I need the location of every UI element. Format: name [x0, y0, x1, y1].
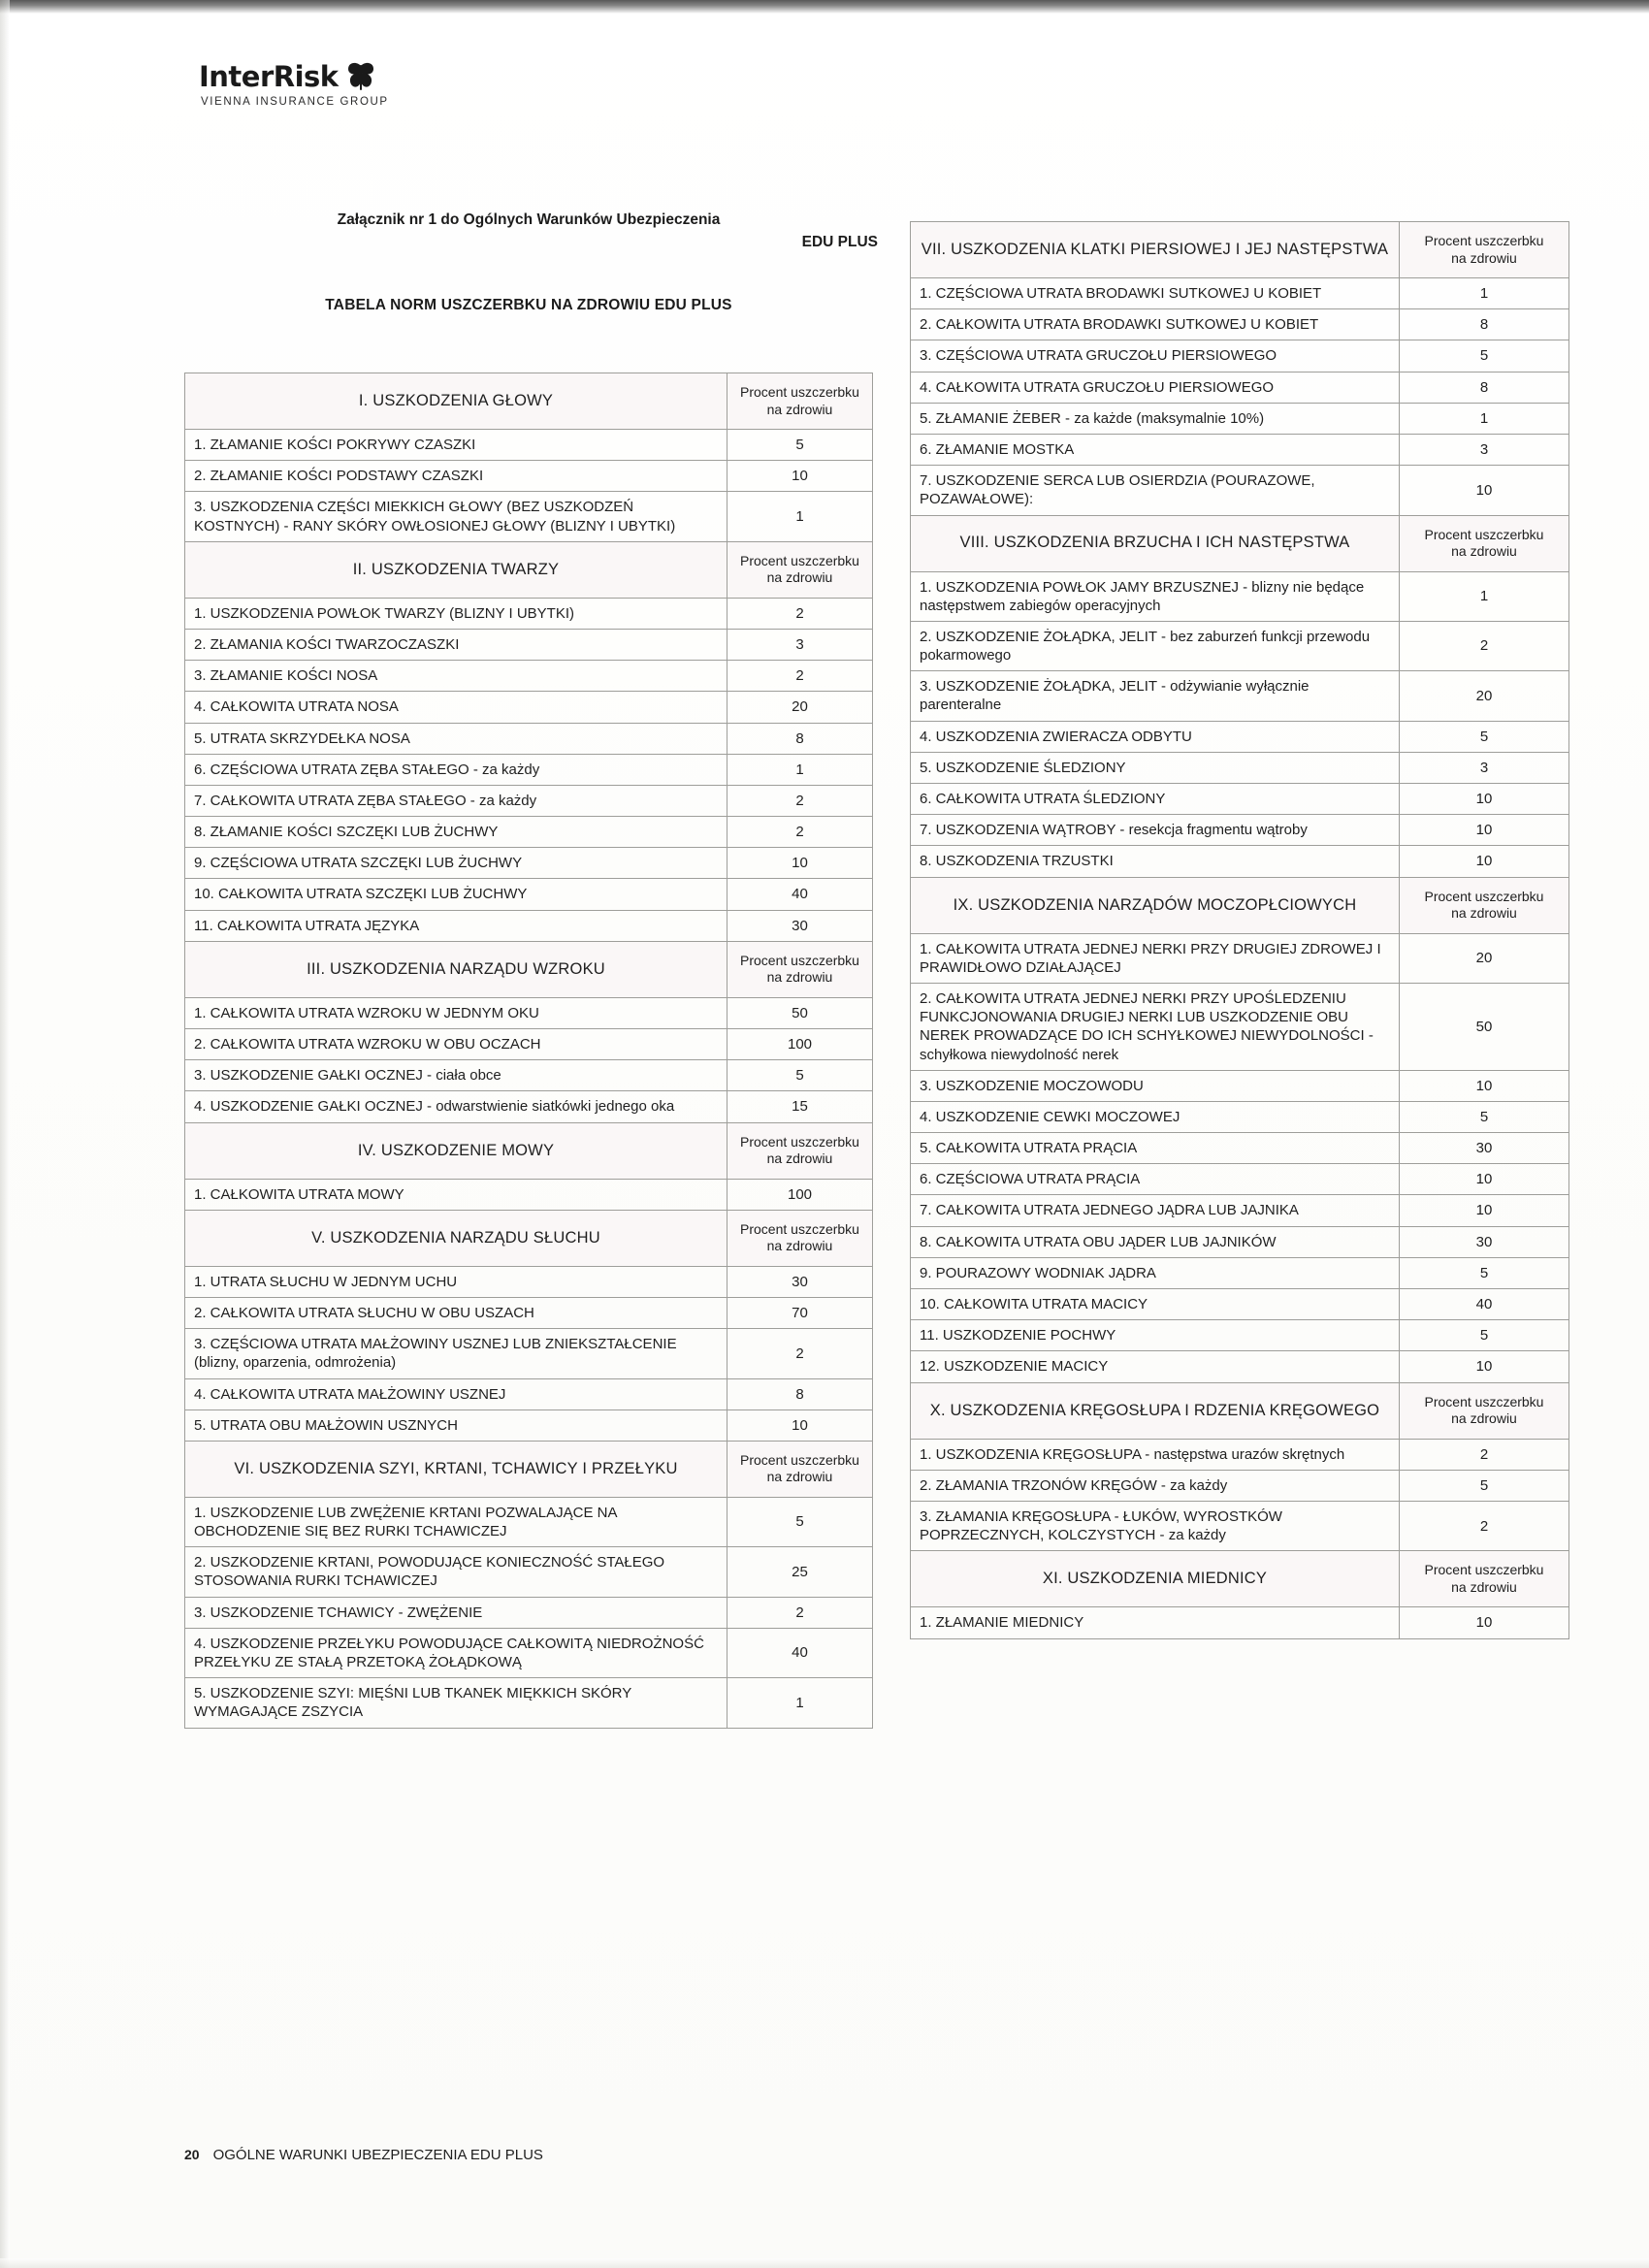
injury-label: 1. CAŁKOWITA UTRATA MOWY: [185, 1179, 728, 1210]
section-header-row: [185, 1210, 873, 1266]
injury-label: 3. USZKODZENIA CZĘŚCI MIEKKICH GŁOWY (BEZ USZKODZEŃ KOSTNYCH) - RANY SKÓRY OWŁOSIONEJ GŁOWY (BLIZNY I UBYTKI): [185, 492, 728, 541]
injury-percent-value: 10: [1400, 815, 1569, 846]
percent-column-header: [1400, 877, 1569, 933]
table-row: [911, 309, 1569, 340]
injury-percent-value: 5: [728, 1497, 873, 1546]
injury-label: 8. USZKODZENIA TRZUSTKI: [911, 846, 1400, 877]
injury-percent-value: 5: [728, 430, 873, 461]
scan-edge-top: [0, 0, 1649, 14]
injury-label: 1. CAŁKOWITA UTRATA JEDNEJ NERKI PRZY DRUGIEJ ZDROWEJ I PRAWIDŁOWO DZIAŁAJĄCEJ: [911, 933, 1400, 983]
section-title: IX. USZKODZENIA NARZĄDÓW MOCZOPŁCIOWYCH: [911, 877, 1400, 933]
percent-header-line-1: Procent uszczerbku: [740, 552, 859, 568]
injury-label: 4. USZKODZENIA ZWIERACZA ODBYTU: [911, 721, 1400, 752]
table-row: [185, 692, 873, 723]
butterfly-logo-icon: [344, 60, 377, 93]
injury-percent-value: 1: [1400, 403, 1569, 434]
section-title: VI. USZKODZENIA SZYI, KRTANI, TCHAWICY I PRZEŁYKU: [185, 1441, 728, 1497]
brand-tagline: VIENNA INSURANCE GROUP: [201, 96, 389, 108]
injury-percent-value: 10: [1400, 1195, 1569, 1226]
injury-percent-value: 8: [1400, 372, 1569, 403]
table-row: [911, 933, 1569, 983]
table-row: [911, 1164, 1569, 1195]
footer-text: OGÓLNE WARUNKI UBEZPIECZENIA EDU PLUS: [212, 2147, 543, 2163]
injury-label: 2. ZŁAMANIA TRZONÓW KRĘGÓW - za każdy: [911, 1470, 1400, 1501]
percent-header-line-1: Procent uszczerbku: [1424, 1562, 1544, 1578]
injury-percent-value: 2: [728, 817, 873, 848]
injury-percent-value: 10: [1400, 466, 1569, 515]
injury-label: 5. UTRATA OBU MAŁŻOWIN USZNYCH: [185, 1409, 728, 1441]
table-row: [185, 1409, 873, 1441]
injury-label: 4. CAŁKOWITA UTRATA MAŁŻOWINY USZNEJ: [185, 1378, 728, 1409]
injury-percent-value: 3: [1400, 752, 1569, 783]
injury-percent-value: 10: [728, 848, 873, 879]
table-row: [185, 723, 873, 754]
injury-percent-value: 30: [1400, 1226, 1569, 1257]
percent-header-line-2: na zdrowiu: [766, 1469, 833, 1485]
percent-header-line-2: na zdrowiu: [766, 1150, 833, 1167]
section-title: I. USZKODZENIA GŁOWY: [185, 373, 728, 430]
injury-label: 2. USZKODZENIE KRTANI, POWODUJĄCE KONIECZNOŚĆ STAŁEGO STOSOWANIA RURKI TCHAWICZEJ: [185, 1547, 728, 1597]
injury-label: 1. USZKODZENIA KRĘGOSŁUPA - następstwa urazów skrętnych: [911, 1439, 1400, 1470]
injury-percent-value: 1: [728, 492, 873, 541]
injury-label: 8. ZŁAMANIE KOŚCI SZCZĘKI LUB ŻUCHWY: [185, 817, 728, 848]
percent-header-line-2: na zdrowiu: [1451, 905, 1517, 922]
injury-label: 1. USZKODZENIA POWŁOK JAMY BRZUSZNEJ - blizny nie będące następstwem zabiegów operacyjnych: [911, 571, 1400, 621]
injury-percent-value: 2: [728, 1597, 873, 1628]
table-row: [185, 598, 873, 629]
percent-column-header: [1400, 515, 1569, 571]
percent-header-line-1: Procent uszczerbku: [1424, 526, 1544, 542]
injury-label: 2. CAŁKOWITA UTRATA WZROKU W OBU OCZACH: [185, 1029, 728, 1060]
injury-percent-value: 50: [1400, 983, 1569, 1070]
injury-label: 11. USZKODZENIE POCHWY: [911, 1320, 1400, 1351]
table-row: [911, 1226, 1569, 1257]
injury-label: 6. ZŁAMANIE MOSTKA: [911, 434, 1400, 465]
injury-label: 10. CAŁKOWITA UTRATA MACICY: [911, 1289, 1400, 1320]
percent-header-line-1: Procent uszczerbku: [740, 384, 859, 400]
table-row: [911, 846, 1569, 877]
table-row: [185, 1678, 873, 1728]
section-header-row: [185, 541, 873, 598]
section-title: IV. USZKODZENIE MOWY: [185, 1122, 728, 1179]
injury-percent-value: 20: [728, 692, 873, 723]
injury-percent-value: 8: [728, 723, 873, 754]
injury-percent-value: 2: [728, 1329, 873, 1378]
injury-label: 5. USZKODZENIE ŚLEDZIONY: [911, 752, 1400, 783]
injury-percent-value: 2: [728, 785, 873, 816]
injury-label: 11. CAŁKOWITA UTRATA JĘZYKA: [185, 910, 728, 941]
section-header-row: [911, 1382, 1569, 1439]
injury-percent-value: 2: [1400, 1501, 1569, 1550]
annex-line-1: Załącznik nr 1 do Ogólnych Warunków Ubezpieczenia: [337, 211, 721, 228]
injury-percent-value: 5: [1400, 721, 1569, 752]
injury-percent-value: 10: [728, 1409, 873, 1441]
injury-label: 3. ZŁAMANIE KOŚCI NOSA: [185, 661, 728, 692]
table-row: [185, 1091, 873, 1122]
percent-column-header: [728, 941, 873, 997]
table-row: [911, 721, 1569, 752]
table-row: [185, 785, 873, 816]
brand-logo: [199, 60, 451, 108]
injury-label: 5. CAŁKOWITA UTRATA PRĄCIA: [911, 1133, 1400, 1164]
table-row: [185, 1628, 873, 1677]
table-row: [911, 403, 1569, 434]
percent-header-line-1: Procent uszczerbku: [1424, 233, 1544, 248]
table-row: [911, 1257, 1569, 1288]
scan-edge-bottom: [0, 2258, 1649, 2268]
percent-header-line-2: na zdrowiu: [1451, 249, 1517, 266]
injury-label: 1. ZŁAMANIE MIEDNICY: [911, 1607, 1400, 1638]
injury-label: 1. CAŁKOWITA UTRATA WZROKU W JEDNYM OKU: [185, 997, 728, 1028]
injury-percent-value: 10: [728, 461, 873, 492]
table-row: [185, 430, 873, 461]
injury-percent-value: 1: [1400, 571, 1569, 621]
table-row: [185, 997, 873, 1028]
percent-header-line-2: na zdrowiu: [766, 569, 833, 586]
percent-header-line-1: Procent uszczerbku: [740, 952, 859, 968]
table-row: [911, 278, 1569, 309]
injury-label: 6. CAŁKOWITA UTRATA ŚLEDZIONY: [911, 784, 1400, 815]
table-row: [911, 752, 1569, 783]
percent-column-header: [728, 1441, 873, 1497]
percent-header-line-1: Procent uszczerbku: [740, 1451, 859, 1468]
injury-label: 4. CAŁKOWITA UTRATA GRUCZOŁU PIERSIOWEGO: [911, 372, 1400, 403]
injury-label: 5. UTRATA SKRZYDEŁKA NOSA: [185, 723, 728, 754]
section-header-row: [911, 515, 1569, 571]
injury-percent-value: 40: [728, 879, 873, 910]
table-row: [911, 983, 1569, 1070]
injury-label: 5. ZŁAMANIE ŻEBER - za każde (maksymalnie 10%): [911, 403, 1400, 434]
table-row: [911, 1439, 1569, 1470]
injury-label: 1. CZĘŚCIOWA UTRATA BRODAWKI SUTKOWEJ U KOBIET: [911, 278, 1400, 309]
injury-percent-value: 40: [728, 1628, 873, 1677]
injury-percent-value: 5: [1400, 1320, 1569, 1351]
injury-percent-value: 3: [728, 629, 873, 660]
table-row: [185, 879, 873, 910]
injury-percent-value: 2: [728, 661, 873, 692]
table-row: [911, 1351, 1569, 1382]
injury-percent-value: 30: [728, 1266, 873, 1297]
injury-label: 3. CZĘŚCIOWA UTRATA GRUCZOŁU PIERSIOWEGO: [911, 340, 1400, 372]
injury-percent-value: 40: [1400, 1289, 1569, 1320]
injury-percent-value: 1: [728, 754, 873, 785]
table-row: [185, 1179, 873, 1210]
norms-table-left: [184, 373, 873, 1729]
section-title: VIII. USZKODZENIA BRZUCHA I ICH NASTĘPSTWA: [911, 515, 1400, 571]
injury-percent-value: 10: [1400, 1164, 1569, 1195]
table-row: [185, 848, 873, 879]
injury-label: 2. CAŁKOWITA UTRATA BRODAWKI SUTKOWEJ U KOBIET: [911, 309, 1400, 340]
injury-label: 5. USZKODZENIE SZYI: MIĘŚNI LUB TKANEK MIĘKKICH SKÓRY WYMAGAJĄCE ZSZYCIA: [185, 1678, 728, 1728]
injury-percent-value: 5: [1400, 1257, 1569, 1288]
percent-header-line-1: Procent uszczerbku: [1424, 888, 1544, 904]
percent-column-header: [728, 1210, 873, 1266]
percent-column-header: [1400, 222, 1569, 278]
injury-percent-value: 8: [728, 1378, 873, 1409]
injury-percent-value: 25: [728, 1547, 873, 1597]
footer-page-number: 20: [184, 2147, 200, 2162]
injury-percent-value: 10: [1400, 1351, 1569, 1382]
table-row: [185, 1329, 873, 1378]
table-row: [911, 815, 1569, 846]
table-row: [911, 1501, 1569, 1550]
injury-percent-value: 10: [1400, 784, 1569, 815]
injury-label: 7. CAŁKOWITA UTRATA ZĘBA STAŁEGO - za każdy: [185, 785, 728, 816]
table-row: [185, 1060, 873, 1091]
table-row: [185, 1266, 873, 1297]
injury-label: 2. CAŁKOWITA UTRATA JEDNEJ NERKI PRZY UPOŚLEDZENIU FUNKCJONOWANIA DRUGIEJ NERKI LUB USZKODZENIE OBU NEREK PROWADZĄCE DO ICH SCHYŁKOWEJ NIEWYDOLNOŚCI - schyłkowa niewydolność nerek: [911, 983, 1400, 1070]
injury-percent-value: 50: [728, 997, 873, 1028]
brand-name: InterRisk: [199, 60, 339, 93]
table-row: [185, 629, 873, 660]
injury-label: 4. USZKODZENIE GAŁKI OCZNEJ - odwarstwienie siatkówki jednego oka: [185, 1091, 728, 1122]
percent-column-header: [728, 541, 873, 598]
page-footer: [184, 2147, 543, 2163]
injury-label: 7. CAŁKOWITA UTRATA JEDNEGO JĄDRA LUB JAJNIKA: [911, 1195, 1400, 1226]
injury-label: 9. POURAZOWY WODNIAK JĄDRA: [911, 1257, 1400, 1288]
injury-label: 2. ZŁAMANIA KOŚCI TWARZOCZASZKI: [185, 629, 728, 660]
injury-percent-value: 70: [728, 1297, 873, 1328]
injury-percent-value: 20: [1400, 933, 1569, 983]
section-header-row: [185, 373, 873, 430]
injury-percent-value: 8: [1400, 309, 1569, 340]
table-row: [911, 671, 1569, 721]
table-row: [911, 1470, 1569, 1501]
percent-column-header: [728, 373, 873, 430]
page-title: TABELA NORM USZCZERBKU NA ZDROWIU EDU PLUS: [325, 296, 732, 313]
table-row: [185, 661, 873, 692]
scan-edge-left: [0, 0, 10, 2268]
injury-percent-value: 2: [1400, 621, 1569, 670]
table-row: [185, 1547, 873, 1597]
injury-label: 3. USZKODZENIE MOCZOWODU: [911, 1070, 1400, 1101]
section-header-row: [911, 1551, 1569, 1607]
table-row: [911, 1607, 1569, 1638]
percent-header-line-2: na zdrowiu: [766, 969, 833, 986]
injury-label: 1. USZKODZENIA POWŁOK TWARZY (BLIZNY I UBYTKI): [185, 598, 728, 629]
table-row: [911, 621, 1569, 670]
percent-header-line-1: Procent uszczerbku: [1424, 1393, 1544, 1409]
injury-label: 6. CZĘŚCIOWA UTRATA ZĘBA STAŁEGO - za każdy: [185, 754, 728, 785]
table-row: [185, 1029, 873, 1060]
injury-label: 3. CZĘŚCIOWA UTRATA MAŁŻOWINY USZNEJ LUB ZNIEKSZTAŁCENIE (blizny, oparzenia, odmrożenia): [185, 1329, 728, 1378]
injury-percent-value: 2: [728, 598, 873, 629]
section-title: VII. USZKODZENIA KLATKI PIERSIOWEJ I JEJ NASTĘPSTWA: [911, 222, 1400, 278]
norms-table-right: [910, 221, 1569, 1639]
table-row: [185, 817, 873, 848]
table-row: [911, 466, 1569, 515]
injury-label: 8. CAŁKOWITA UTRATA OBU JĄDER LUB JAJNIKÓW: [911, 1226, 1400, 1257]
percent-header-line-2: na zdrowiu: [1451, 1578, 1517, 1595]
injury-percent-value: 2: [1400, 1439, 1569, 1470]
annex-line-2: EDU PLUS: [801, 234, 878, 251]
section-title: II. USZKODZENIA TWARZY: [185, 541, 728, 598]
table-row: [911, 340, 1569, 372]
injury-percent-value: 30: [728, 910, 873, 941]
table-row: [185, 461, 873, 492]
injury-label: 9. CZĘŚCIOWA UTRATA SZCZĘKI LUB ŻUCHWY: [185, 848, 728, 879]
percent-header-line-2: na zdrowiu: [1451, 543, 1517, 559]
injury-label: 1. UTRATA SŁUCHU W JEDNYM UCHU: [185, 1266, 728, 1297]
table-row: [185, 754, 873, 785]
injury-label: 1. USZKODZENIE LUB ZWĘŻENIE KRTANI POZWALAJĄCE NA OBCHODZENIE SIĘ BEZ RURKI TCHAWICZEJ: [185, 1497, 728, 1546]
injury-label: 3. USZKODZENIE ŻOŁĄDKA, JELIT - odżywianie wyłącznie parenteralne: [911, 671, 1400, 721]
left-table-column: [184, 373, 873, 1729]
injury-percent-value: 5: [1400, 1101, 1569, 1132]
injury-label: 2. ZŁAMANIE KOŚCI PODSTAWY CZASZKI: [185, 461, 728, 492]
section-header-row: [185, 941, 873, 997]
injury-percent-value: 10: [1400, 1070, 1569, 1101]
table-row: [185, 1378, 873, 1409]
table-row: [911, 1320, 1569, 1351]
injury-percent-value: 10: [1400, 846, 1569, 877]
table-row: [911, 434, 1569, 465]
table-row: [185, 1497, 873, 1546]
injury-percent-value: 1: [1400, 278, 1569, 309]
right-table-column: [910, 221, 1569, 1639]
injury-label: 10. CAŁKOWITA UTRATA SZCZĘKI LUB ŻUCHWY: [185, 879, 728, 910]
injury-label: 3. USZKODZENIE TCHAWICY - ZWĘŻENIE: [185, 1597, 728, 1628]
injury-percent-value: 1: [728, 1678, 873, 1728]
table-row: [911, 1101, 1569, 1132]
percent-column-header: [1400, 1551, 1569, 1607]
table-row: [911, 1133, 1569, 1164]
injury-label: 1. ZŁAMANIE KOŚCI POKRYWY CZASZKI: [185, 430, 728, 461]
injury-label: 4. USZKODZENIE CEWKI MOCZOWEJ: [911, 1101, 1400, 1132]
injury-label: 7. USZKODZENIA WĄTROBY - resekcja fragmentu wątroby: [911, 815, 1400, 846]
section-title: XI. USZKODZENIA MIEDNICY: [911, 1551, 1400, 1607]
percent-column-header: [728, 1122, 873, 1179]
injury-percent-value: 10: [1400, 1607, 1569, 1638]
percent-header-line-2: na zdrowiu: [766, 1238, 833, 1254]
injury-percent-value: 3: [1400, 434, 1569, 465]
percent-header-line-1: Procent uszczerbku: [740, 1220, 859, 1237]
table-row: [185, 1297, 873, 1328]
injury-label: 7. USZKODZENIE SERCA LUB OSIERDZIA (POURAZOWE, POZAWAŁOWE):: [911, 466, 1400, 515]
table-row: [911, 1195, 1569, 1226]
section-header-row: [185, 1122, 873, 1179]
section-title: X. USZKODZENIA KRĘGOSŁUPA I RDZENIA KRĘGOWEGO: [911, 1382, 1400, 1439]
section-title: V. USZKODZENIA NARZĄDU SŁUCHU: [185, 1210, 728, 1266]
injury-percent-value: 100: [728, 1179, 873, 1210]
injury-label: 2. USZKODZENIE ŻOŁĄDKA, JELIT - bez zaburzeń funkcji przewodu pokarmowego: [911, 621, 1400, 670]
table-row: [911, 571, 1569, 621]
injury-label: 6. CZĘŚCIOWA UTRATA PRĄCIA: [911, 1164, 1400, 1195]
table-row: [185, 1597, 873, 1628]
section-header-row: [185, 1441, 873, 1497]
injury-percent-value: 5: [728, 1060, 873, 1091]
section-header-row: [911, 222, 1569, 278]
injury-label: 3. ZŁAMANIA KRĘGOSŁUPA - ŁUKÓW, WYROSTKÓW POPRZECZNYCH, KOLCZYSTYCH - za każdy: [911, 1501, 1400, 1550]
table-row: [911, 1070, 1569, 1101]
table-row: [185, 910, 873, 941]
injury-label: 4. USZKODZENIE PRZEŁYKU POWODUJĄCE CAŁKOWITĄ NIEDROŻNOŚĆ PRZEŁYKU ZE STAŁĄ PRZETOKĄ ŻOŁĄDKOWĄ: [185, 1628, 728, 1677]
injury-percent-value: 30: [1400, 1133, 1569, 1164]
document-heading-block: [179, 209, 878, 314]
section-title: III. USZKODZENIA NARZĄDU WZROKU: [185, 941, 728, 997]
injury-label: 2. CAŁKOWITA UTRATA SŁUCHU W OBU USZACH: [185, 1297, 728, 1328]
percent-header-line-2: na zdrowiu: [1451, 1410, 1517, 1427]
injury-percent-value: 100: [728, 1029, 873, 1060]
percent-header-line-2: na zdrowiu: [766, 401, 833, 417]
table-row: [911, 1289, 1569, 1320]
percent-column-header: [1400, 1382, 1569, 1439]
injury-percent-value: 5: [1400, 340, 1569, 372]
injury-percent-value: 20: [1400, 671, 1569, 721]
injury-label: 12. USZKODZENIE MACICY: [911, 1351, 1400, 1382]
table-row: [911, 372, 1569, 403]
injury-label: 3. USZKODZENIE GAŁKI OCZNEJ - ciała obce: [185, 1060, 728, 1091]
injury-percent-value: 15: [728, 1091, 873, 1122]
percent-header-line-1: Procent uszczerbku: [740, 1133, 859, 1150]
section-header-row: [911, 877, 1569, 933]
table-row: [911, 784, 1569, 815]
table-row: [185, 492, 873, 541]
injury-label: 4. CAŁKOWITA UTRATA NOSA: [185, 692, 728, 723]
injury-percent-value: 5: [1400, 1470, 1569, 1501]
